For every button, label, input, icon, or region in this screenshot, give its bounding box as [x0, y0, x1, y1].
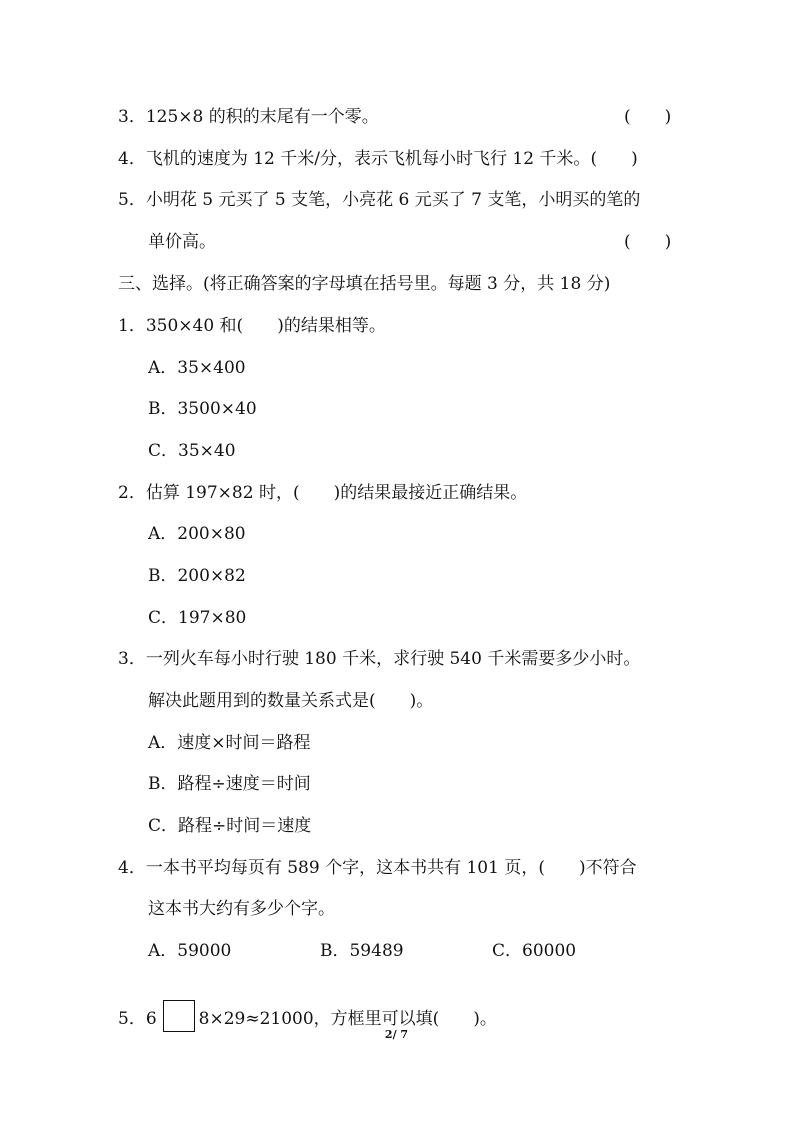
judge-q3 [118, 106, 379, 128]
choice-q2-number: 2． [118, 483, 146, 503]
choice-q3-line2: 解决此题用到的数量关系式是( )。 [148, 691, 434, 711]
judge-q5-number: 5． [118, 190, 146, 210]
choice-q4-option-b[interactable]: B．59489 [320, 941, 404, 961]
choice-q3-number: 3． [118, 649, 146, 669]
judge-q3-number: 3． [118, 107, 146, 127]
judge-q5 [118, 189, 640, 211]
choice-q1-text: 350×40 和( )的结果相等。 [145, 316, 386, 336]
choice-q1 [118, 315, 386, 337]
choice-q3-option-a[interactable]: A．速度×时间＝路程 [148, 733, 311, 753]
choice-q1-number: 1． [118, 316, 146, 336]
choice-q3 [118, 648, 640, 670]
choice-q5-pre: 6 [145, 1009, 157, 1029]
judge-q3-answer-paren[interactable]: ( ) [624, 107, 672, 127]
choice-q3-option-c[interactable]: C．路程÷时间＝速度 [148, 816, 312, 836]
judge-q4 [118, 148, 638, 170]
choice-q4-option-c[interactable]: C．60000 [492, 941, 577, 961]
judge-q5-answer-paren[interactable]: ( ) [624, 232, 672, 252]
choice-q1-option-b[interactable]: B．3500×40 [148, 399, 257, 419]
choice-q1-option-a[interactable]: A．35×400 [148, 358, 246, 378]
choice-q5-post: 8×29≈21000，方框里可以填( )。 [198, 1009, 497, 1029]
page-number: 2/ 7 [384, 1028, 409, 1041]
choice-q4-line2: 这本书大约有多少个字。 [148, 899, 335, 919]
choice-q2 [118, 482, 527, 504]
choice-q3-text: 一列火车每小时行驶 180 千米，求行驶 540 千米需要多少小时。 [145, 649, 641, 669]
judge-q4-answer-paren[interactable]: ( ) [590, 149, 638, 169]
choice-q2-option-b[interactable]: B．200×82 [148, 566, 246, 586]
judge-q5-line2: 单价高。 [148, 232, 216, 252]
choice-q3-option-b[interactable]: B．路程÷速度＝时间 [148, 774, 311, 794]
judge-q4-text: 飞机的速度为 12 千米/分，表示飞机每小时飞行 12 千米。 [145, 149, 591, 169]
choice-q2-text: 估算 197×82 时，( )的结果最接近正确结果。 [145, 483, 528, 503]
choice-q4-text: 一本书平均每页有 589 个字，这本书共有 101 页，( )不符合 [145, 858, 637, 878]
choice-q2-option-a[interactable]: A．200×80 [148, 524, 246, 544]
choice-q4-option-a[interactable]: A．59000 [148, 941, 232, 961]
section-3-title: 三、选择。(将正确答案的字母填在括号里。每题 3 分，共 18 分) [118, 274, 611, 294]
choice-q1-option-c[interactable]: C．35×40 [148, 441, 236, 461]
judge-q4-number: 4． [118, 149, 146, 169]
judge-q3-text: 125×8 的积的末尾有一个零。 [145, 107, 379, 127]
choice-q4 [118, 857, 637, 879]
choice-q4-number: 4． [118, 858, 146, 878]
choice-q5-number: 5． [118, 1009, 146, 1029]
choice-q2-option-c[interactable]: C．197×80 [148, 608, 247, 628]
judge-q5-text: 小明花 5 元买了 5 支笔，小亮花 6 元买了 7 支笔，小明买的笔的 [145, 190, 641, 210]
